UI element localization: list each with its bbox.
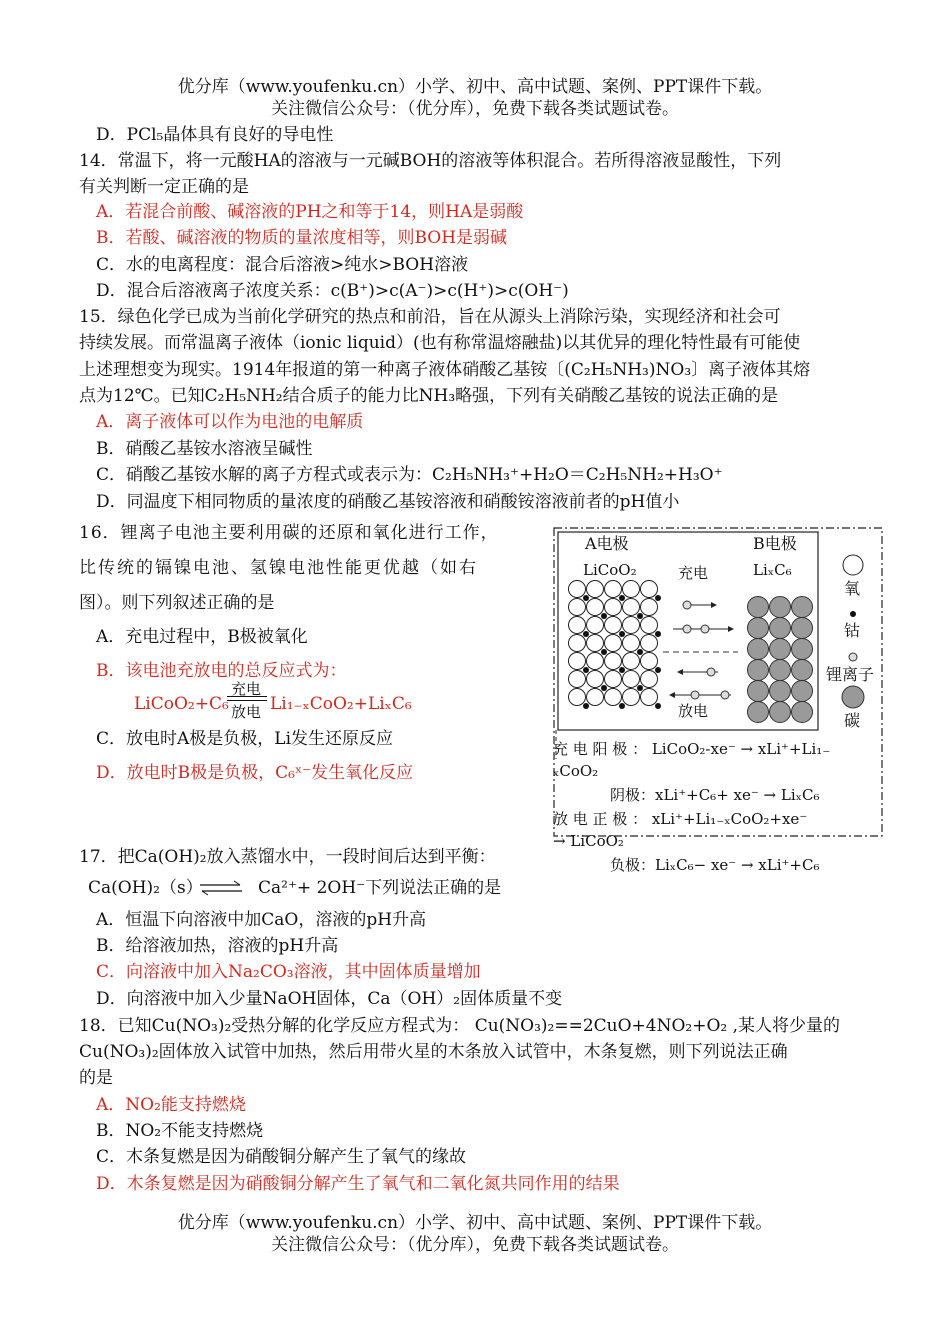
cobalt-atom (619, 631, 625, 637)
q17-option-c: C．向溶液中加入Na₂CO₃溶液，其中固体质量增加 (96, 962, 481, 982)
q16-equation-left: LiCoO₂+C₆ (134, 694, 229, 714)
oxygen-atom (587, 599, 604, 616)
oxygen-atom (569, 599, 586, 616)
cobalt-atom (655, 703, 661, 709)
cobalt-atom (601, 613, 607, 619)
note-charge-anode-cont: ₓCoO₂ (553, 762, 599, 780)
legend-lithium-label: 锂离子 (826, 665, 875, 684)
q16-option-b: B．该电池充放电的总反应式为： (96, 661, 347, 681)
carbon-atom (748, 618, 769, 639)
carbon-atom (770, 639, 791, 660)
q13-option-d: D．PCl₅晶体具有良好的导电性 (96, 125, 334, 145)
oxygen-atom (569, 689, 586, 706)
oxygen-atom (605, 671, 622, 688)
note-charge-anode: 充 电 阳 极 ： LiCoO₂-xe⁻ → xLi⁺+Li₁₋ (553, 740, 831, 758)
cobalt-atom (583, 703, 589, 709)
q18-stem-2: Cu(NO₃)₂固体放入试管中加热，然后用带火星的木条放入试管中，木条复燃，则下列说法正确 (79, 1042, 788, 1062)
electrode-a-material: LiCoO₂ (583, 561, 637, 579)
oxygen-atom (641, 581, 658, 598)
legend-carbon-icon (842, 686, 864, 708)
q17-equation-right: Ca²⁺+ 2OH⁻下列说法正确的是 (258, 878, 502, 898)
oxygen-atom (605, 581, 622, 598)
carbon-atom (792, 702, 813, 723)
carbon-atom (770, 597, 791, 618)
q14-option-d: D．混合后溶液离子浓度关系：c(B⁺)>c(A⁻)>c(H⁺)>c(OH⁻) (96, 281, 569, 301)
note-discharge-positive-cont: → LiCoO₂ (553, 832, 624, 850)
oxygen-atom (623, 635, 640, 652)
note-charge-cathode: 阴极：xLi⁺+C₆+ xe⁻ → LiₓC₆ (610, 786, 820, 804)
oxygen-atom (641, 617, 658, 634)
oxygen-atom (569, 653, 586, 670)
q15-stem-3: 上述理想变为现实。1914年报道的第一种离子液体硝酸乙基铵〔(C₂H₅NH₃)NO₃〕离子液体其熔 (79, 360, 811, 380)
oxygen-atom (641, 599, 658, 616)
q18-option-b: B．NO₂不能支持燃烧 (96, 1121, 264, 1141)
oxygen-atom (587, 635, 604, 652)
cobalt-atom (619, 667, 625, 673)
q16-option-d: D．放电时B极是负极，C₆ˣ⁻发生氧化反应 (96, 763, 414, 783)
q18-option-c: C．木条复燃是因为硝酸铜分解产生了氧气的缘故 (96, 1147, 467, 1167)
cobalt-atom (583, 631, 589, 637)
cobalt-atom (601, 649, 607, 655)
electrode-b-label: B电极 (753, 534, 797, 553)
cobalt-atom (637, 685, 643, 691)
oxygen-atom (641, 653, 658, 670)
cobalt-atom (655, 595, 661, 601)
q17-option-d: D．向溶液中加入少量NaOH固体，Ca（OH）₂固体质量不变 (96, 989, 563, 1009)
q16-equation-right: Li₁₋ₓCoO₂+LiₓC₆ (270, 694, 412, 714)
oxygen-atom (641, 635, 658, 652)
oxygen-atom (605, 635, 622, 652)
cobalt-atom (583, 595, 589, 601)
footer-line-2: 关注微信公众号：（优分库），免费下载各类试题试卷。 (271, 1235, 679, 1255)
charge-label: 充电 (678, 564, 709, 582)
oxygen-atom (569, 635, 586, 652)
q14-stem-2: 有关判断一定正确的是 (79, 177, 249, 197)
oxygen-atom (587, 653, 604, 670)
oxygen-atom (587, 671, 604, 688)
discharge-arrows (669, 668, 731, 699)
q16-stem-3: 图）。则下列叙述正确的是 (79, 593, 275, 613)
oxygen-atom (623, 617, 640, 634)
note-discharge-negative: 负极：LiₓC₆− xe⁻ → xLi⁺+C₆ (610, 856, 820, 874)
lattice-a (569, 581, 662, 710)
cobalt-atom (583, 667, 589, 673)
q17-equilibrium-arrow-icon (198, 880, 244, 896)
electrode-a-label: A电极 (585, 534, 629, 553)
q15-option-a: A．离子液体可以作为电池的电解质 (96, 412, 364, 432)
oxygen-atom (605, 689, 622, 706)
q15-option-d: D．同温度下相同物质的量浓度的硝酸乙基铵溶液和硝酸铵溶液前者的pH值小 (96, 492, 680, 512)
q14-stem-1: 14．常温下，将一元酸HA的溶液与一元碱BOH的溶液等体积混合。若所得溶液显酸性，下列 (79, 151, 782, 171)
electrode-b-material: LiₓC₆ (753, 561, 792, 579)
oxygen-atom (623, 653, 640, 670)
q14-option-c: C．水的电离程度：混合后溶液>纯水>BOH溶液 (96, 255, 469, 275)
q18-option-d: D．木条复燃是因为硝酸铜分解产生了氧气和二氧化氮共同作用的结果 (96, 1174, 620, 1194)
cobalt-atom (637, 649, 643, 655)
cobalt-atom (619, 703, 625, 709)
legend-cobalt-icon (850, 611, 856, 617)
q17-equation-left: Ca(OH)₂（s） (88, 878, 203, 898)
legend-carbon-label: 碳 (844, 711, 861, 730)
carbon-atom (748, 597, 769, 618)
carbon-atom (748, 681, 769, 702)
q16-stem-2: 比传统的镉镍电池、氢镍电池性能更优越（如右 (79, 558, 478, 578)
lattice-b (748, 597, 813, 723)
q15-option-b: B．硝酸乙基铵水溶液呈碱性 (96, 439, 313, 459)
oxygen-atom (587, 617, 604, 634)
legend-oxygen-label: 氧 (844, 579, 861, 598)
oxygen-atom (605, 653, 622, 670)
oxygen-atom (623, 599, 640, 616)
header-line-2: 关注微信公众号：（优分库），免费下载各类试题试卷。 (271, 99, 679, 119)
q14-option-a: A．若混合前酸、碱溶液的PH之和等于14，则HA是弱酸 (96, 202, 524, 222)
footer-line-1: 优分库（www.youfenku.cn）小学、初中、高中试题、案例、PPT课件下载。 (177, 1213, 773, 1233)
equilibrium-arrow-top (227, 696, 267, 697)
q15-option-c: C．硝酸乙基铵水解的离子方程式或表示为：C₂H₅NH₃⁺+H₂O＝C₂H₅NH₂+H₃O⁺ (96, 465, 723, 485)
q14-option-b: B．若酸、碱溶液的物质的量浓度相等，则BOH是弱碱 (96, 228, 508, 248)
q17-option-b: B．给溶液加热，溶液的pH升高 (96, 936, 339, 956)
oxygen-atom (605, 617, 622, 634)
oxygen-atom (569, 671, 586, 688)
q18-option-a: A．NO₂能支持燃烧 (96, 1095, 246, 1115)
cobalt-atom (619, 595, 625, 601)
carbon-atom (770, 681, 791, 702)
cobalt-atom (655, 667, 661, 673)
carbon-atom (748, 639, 769, 660)
q15-stem-2: 持续发展。而常温离子液体（ionic liquid）(也有称常温熔融盐)以其优异的理化特性最有可能使 (79, 333, 801, 353)
carbon-atom (770, 618, 791, 639)
oxygen-atom (641, 671, 658, 688)
header-line-1: 优分库（www.youfenku.cn）小学、初中、高中试题、案例、PPT课件下载。 (177, 77, 773, 97)
oxygen-atom (623, 671, 640, 688)
carbon-atom (792, 597, 813, 618)
discharge-label: 放电 (678, 702, 709, 720)
q17-stem-1: 17．把Ca(OH)₂放入蒸馏水中，一段时间后达到平衡： (79, 847, 496, 867)
oxygen-atom (605, 599, 622, 616)
carbon-atom (792, 639, 813, 660)
q16-option-a: A．充电过程中，B极被氧化 (96, 627, 308, 647)
legend-oxygen-icon (843, 555, 863, 575)
carbon-atom (770, 660, 791, 681)
carbon-atom (748, 660, 769, 681)
q16-equation-discharge: 放电 (231, 703, 262, 721)
oxygen-atom (623, 581, 640, 598)
note-discharge-positive: 放 电 正 极 ： xLi⁺+Li₁₋ₓCoO₂+xe⁻ (553, 810, 808, 828)
oxygen-atom (569, 617, 586, 634)
cobalt-atom (637, 613, 643, 619)
q16-stem-1: 16．锂离子电池主要利用碳的还原和氧化进行工作， (79, 523, 499, 543)
cobalt-atom (601, 685, 607, 691)
q15-stem-4: 点为12℃。已知C₂H₅NH₂结合质子的能力比NH₃略强，下列有关硝酸乙基铵的说法正确的是 (79, 386, 779, 406)
legend-cobalt-label: 钴 (844, 621, 861, 640)
carbon-atom (792, 681, 813, 702)
q16-equation-charge: 充电 (231, 680, 262, 698)
oxygen-atom (587, 581, 604, 598)
oxygen-atom (623, 689, 640, 706)
q18-stem-3: 的是 (79, 1068, 113, 1088)
q16-option-c: C．放电时A极是负极，Li发生还原反应 (96, 729, 394, 749)
oxygen-atom (641, 689, 658, 706)
carbon-atom (748, 702, 769, 723)
carbon-atom (792, 618, 813, 639)
q15-stem-1: 15．绿色化学已成为当前化学研究的热点和前沿，旨在从源头上消除污染，实现经济和社会可 (79, 307, 781, 327)
charge-arrows (673, 601, 734, 633)
q17-option-a: A．恒温下向溶液中加CaO，溶液的pH升高 (96, 910, 427, 930)
cobalt-atom (655, 631, 661, 637)
legend-lithium-icon (849, 653, 857, 661)
carbon-atom (792, 660, 813, 681)
carbon-atom (770, 702, 791, 723)
q18-stem-1: 18．已知Cu(NO₃)₂受热分解的化学反应方程式为： Cu(NO₃)₂==2CuO+4NO₂+O₂ ,某人将少量的 (79, 1016, 841, 1036)
oxygen-atom (587, 689, 604, 706)
oxygen-atom (569, 581, 586, 598)
